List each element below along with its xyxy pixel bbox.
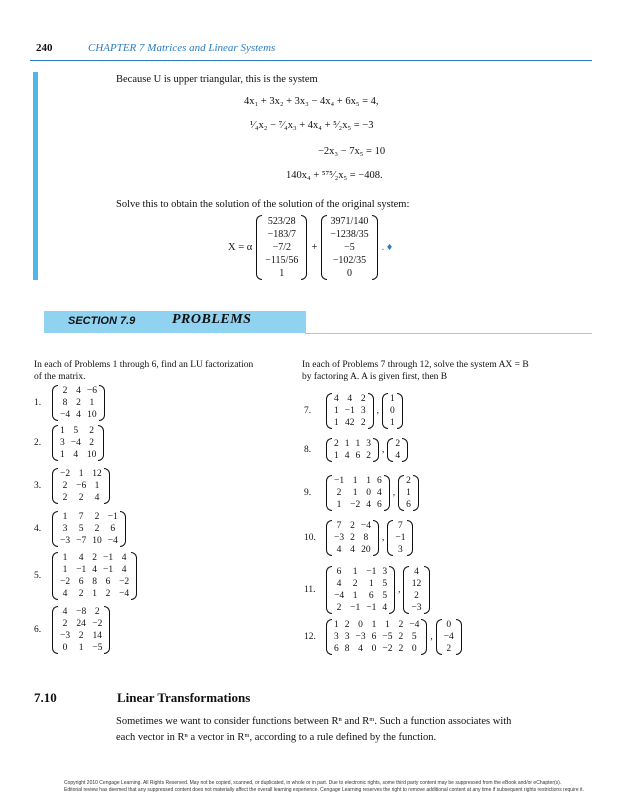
matrix-entry: −6 — [86, 386, 97, 396]
matrix-entry: −3 — [334, 533, 345, 543]
matrix-entry: −2 — [119, 577, 130, 587]
end-of-example-marker: . ♦ — [381, 242, 393, 253]
separator: , — [381, 533, 385, 543]
matrix-entry: 6 — [78, 577, 84, 587]
matrix-entry: 8 — [363, 533, 369, 543]
section-rule — [305, 333, 592, 334]
vector-b — [436, 619, 462, 655]
vector-entry: 523/28 — [267, 216, 296, 227]
matrix-entry: 2 — [62, 386, 68, 396]
matrix-entry: 4 — [414, 567, 419, 577]
next-section-title: Linear Transformations — [117, 690, 251, 705]
matrix-entry: 2 — [336, 603, 342, 613]
matrix-entry: 0 — [389, 406, 395, 416]
problem-item — [304, 619, 462, 655]
matrix-entry: 1 — [334, 620, 339, 630]
matrix-entry: −5 — [382, 632, 393, 642]
matrix-entry: 5 — [382, 591, 388, 601]
matrix-a — [52, 385, 105, 421]
left-instructions-line: In each of Problems 1 through 6, find an LU factorization — [34, 360, 254, 370]
matrix-entry: 2 — [62, 619, 68, 629]
matrix-a — [52, 552, 137, 600]
matrix-a — [326, 393, 374, 429]
matrix-entry: 10 — [86, 450, 97, 460]
matrix-entry: 1 — [355, 439, 361, 449]
matrix-entry: 1 — [344, 439, 350, 449]
matrix-entry: 1 — [352, 488, 358, 498]
matrix-entry: −1 — [350, 603, 361, 613]
chapter-title: CHAPTER 7 Matrices and Linear Systems — [88, 42, 276, 54]
matrix-entry: 4 — [336, 579, 342, 589]
right-instructions-line: In each of Problems 7 through 12, solve the system AX = B — [302, 360, 529, 370]
matrix-entry: 3 — [360, 406, 366, 416]
matrix-a — [326, 566, 395, 614]
matrix-entry: 2 — [89, 426, 94, 436]
matrix-entry: −7 — [76, 536, 87, 546]
matrix-entry: 0 — [62, 643, 68, 653]
solve-text: Solve this to obtain the solution of the solution of the original system: — [116, 199, 410, 210]
matrix-entry: 2 — [360, 394, 366, 404]
matrix-entry: 7 — [78, 512, 84, 522]
problem-number: 4. — [34, 524, 42, 534]
vector-b — [398, 475, 419, 511]
system-equation-3: −2x₃ − 7x₅ = 10 — [318, 146, 386, 157]
vector-entry: −102/35 — [332, 255, 367, 266]
matrix-entry: 1 — [60, 426, 65, 436]
problem-item — [304, 520, 413, 556]
matrix-entry: −4 — [107, 536, 118, 546]
matrix-entry: 4 — [78, 553, 84, 563]
matrix-entry: 1 — [62, 512, 68, 522]
solution-expression — [228, 215, 392, 280]
problem-item — [34, 552, 137, 600]
matrix-entry: 2 — [414, 591, 419, 601]
matrix-entry: 0 — [446, 620, 452, 630]
matrix-entry: 6 — [406, 500, 411, 510]
matrix-entry: 3 — [62, 524, 68, 534]
matrix-entry: 1 — [336, 500, 342, 510]
matrix-entry: 12 — [411, 579, 422, 589]
matrix-entry: 6 — [336, 567, 342, 577]
matrix-entry: 6 — [371, 632, 377, 642]
matrix-entry: −8 — [76, 607, 87, 617]
matrix-entry: 10 — [92, 536, 102, 546]
matrix-entry: 2 — [62, 481, 68, 491]
copyright-line-1: Copyright 2010 Cengage Learning. All Rights Reserved. May not be copied, scanned, or duplicated, in whole or in part. Due to electronic rights, some third party content may be suppressed from the eBook and/or eChapter(s). — [64, 780, 562, 786]
copyright-line-2: Editorial review has deemed that any suppressed content does not materially affect the overall learning experience. Cengage Learning reserves the right to remove additional content at any time if subsequent rights restrictions require it. — [64, 787, 584, 793]
matrix-a — [52, 511, 126, 547]
matrix-entry: 8 — [62, 398, 68, 408]
left-instructions-line: of the matrix. — [34, 372, 86, 382]
matrix-entry: 2 — [76, 398, 81, 408]
matrix-entry: −4 — [334, 591, 345, 601]
problem-item — [304, 393, 403, 429]
matrix-entry: 2 — [398, 632, 404, 642]
problem-item — [304, 566, 430, 614]
problem-number: 1. — [34, 398, 42, 408]
vector-entry: 3971/140 — [330, 216, 369, 227]
matrix-entry: 6 — [376, 500, 382, 510]
matrix-entry: −2 — [60, 469, 71, 479]
matrix-entry: 6 — [368, 591, 374, 601]
matrix-entry: 3 — [334, 632, 339, 642]
matrix-entry: −4 — [409, 620, 420, 630]
matrix-entry: 6 — [105, 577, 111, 587]
separator: , — [376, 406, 379, 416]
system-equation-4: 140x₄ + ⁵⁷⁵⁄₂x₅ = −408. — [286, 170, 383, 181]
matrix-entry: 4 — [76, 386, 81, 396]
problem-item — [304, 475, 419, 511]
matrix-entry: −4 — [360, 521, 371, 531]
matrix-entry: 7 — [336, 521, 342, 531]
matrix-entry: 1 — [406, 488, 411, 498]
matrix-entry: 4 — [76, 410, 81, 420]
matrix-entry: 5 — [411, 632, 417, 642]
matrix-entry: −3 — [411, 603, 422, 613]
matrix-entry: 0 — [371, 644, 377, 654]
matrix-entry: 6 — [110, 524, 116, 534]
matrix-entry: 3 — [382, 567, 388, 577]
separator: , — [430, 632, 433, 642]
problem-number: 8. — [304, 445, 312, 455]
problem-number: 2. — [34, 438, 42, 448]
next-section-number: 7.10 — [34, 690, 57, 705]
matrix-entry: 7 — [398, 521, 403, 531]
matrix-entry: 4 — [344, 451, 350, 461]
matrix-entry: 2 — [446, 644, 452, 654]
matrix-entry: 4 — [92, 565, 97, 575]
matrix-entry: 6 — [376, 476, 382, 486]
matrix-entry: 12 — [92, 469, 102, 479]
matrix-entry: 2 — [350, 533, 355, 543]
matrix-entry: −4 — [443, 632, 454, 642]
plus-sign: + — [311, 242, 318, 253]
separator: , — [382, 445, 385, 455]
matrix-entry: −6 — [76, 481, 87, 491]
matrix-entry: 2 — [395, 439, 401, 449]
problem-item — [34, 385, 105, 421]
matrix-entry: 6 — [355, 451, 361, 461]
matrix-entry: 4 — [334, 394, 339, 404]
matrix-entry: 2 — [406, 476, 411, 486]
matrix-entry: 0 — [358, 620, 363, 630]
matrix-entry: −1 — [344, 406, 355, 416]
problem-item — [304, 438, 408, 462]
matrix-entry: −1 — [107, 512, 118, 522]
matrix-entry: 2 — [352, 579, 358, 589]
matrix-a — [52, 468, 110, 504]
vector-entry: 1 — [279, 268, 285, 279]
matrix-entry: 2 — [94, 607, 100, 617]
vector-entry: −115/56 — [265, 255, 299, 266]
solution-vector-2 — [321, 215, 377, 280]
matrix-entry: 4 — [358, 644, 363, 654]
matrix-a — [52, 425, 104, 461]
matrix-entry: 1 — [94, 481, 100, 491]
matrix-entry: 4 — [121, 565, 127, 575]
vector-b — [387, 438, 408, 462]
matrix-entry: 1 — [368, 579, 374, 589]
matrix-a — [52, 606, 110, 654]
matrix-entry: 5 — [78, 524, 84, 534]
matrix-entry: −4 — [119, 589, 130, 599]
problem-number: 9. — [304, 488, 312, 498]
page-number: 240 — [36, 42, 53, 54]
matrix-entry: 4 — [121, 553, 127, 563]
matrix-a — [326, 619, 427, 655]
right-instructions-line: by factoring A. A is given first, then B — [302, 372, 448, 382]
matrix-entry: −2 — [92, 619, 103, 629]
matrix-entry: −3 — [60, 536, 71, 546]
system-equation-2: ¹⁄₄x₂ − ⁷⁄₄x₃ + 4x₄ + ⁵⁄₂x₅ = −3 — [250, 120, 374, 131]
matrix-entry: −1 — [334, 476, 345, 486]
matrix-a — [326, 438, 379, 462]
vector-b — [382, 393, 403, 429]
matrix-entry: 1 — [385, 620, 390, 630]
matrix-entry: 2 — [344, 620, 350, 630]
matrix-entry: 4 — [62, 607, 68, 617]
matrix-entry: 2 — [350, 521, 355, 531]
problem-number: 7. — [304, 406, 312, 416]
problem-number: 6. — [34, 625, 42, 635]
matrix-entry: −5 — [92, 643, 103, 653]
solution-lhs: X = α — [228, 242, 253, 253]
section-title: PROBLEMS — [172, 312, 252, 327]
matrix-entry: 3 — [366, 439, 371, 449]
matrix-entry: 2 — [89, 438, 94, 448]
matrix-entry: 8 — [92, 577, 97, 587]
matrix-entry: 1 — [60, 450, 65, 460]
problem-number: 12. — [304, 632, 316, 642]
matrix-entry: 2 — [334, 439, 339, 449]
matrix-entry: 1 — [89, 398, 95, 408]
matrix-entry: 4 — [62, 589, 68, 599]
matrix-entry: −4 — [70, 438, 81, 448]
matrix-entry: 3 — [398, 545, 403, 555]
matrix-entry: 4 — [336, 545, 342, 555]
problem-number: 3. — [34, 481, 42, 491]
matrix-entry: 2 — [92, 553, 97, 563]
matrix-entry: 20 — [361, 545, 371, 555]
matrix-entry: 2 — [94, 524, 100, 534]
right-instructions — [302, 359, 529, 383]
matrix-entry: 1 — [352, 476, 358, 486]
matrix-entry: 6 — [334, 644, 339, 654]
matrix-entry: 2 — [366, 451, 371, 461]
matrix-entry: 2 — [78, 589, 84, 599]
matrix-entry: 1 — [389, 418, 395, 428]
matrix-entry: 24 — [76, 619, 86, 629]
matrix-entry: −2 — [382, 644, 393, 654]
solution-vector-1 — [256, 215, 307, 280]
matrix-entry: 5 — [382, 579, 388, 589]
left-instructions — [34, 359, 253, 383]
vector-b — [387, 520, 413, 556]
matrix-entry: 2 — [105, 589, 111, 599]
matrix-entry: 3 — [60, 438, 65, 448]
matrix-entry: 4 — [376, 488, 382, 498]
matrix-entry: −3 — [60, 631, 71, 641]
matrix-entry: 1 — [62, 553, 68, 563]
matrix-entry: 1 — [334, 451, 339, 461]
vector-b — [403, 566, 429, 614]
matrix-entry: −1 — [102, 553, 114, 563]
matrix-entry: 4 — [94, 493, 100, 503]
matrix-entry: 14 — [92, 631, 103, 641]
matrix-entry: −4 — [60, 410, 71, 420]
intro-text: Because U is upper triangular, this is the system — [116, 74, 318, 85]
problem-item — [34, 468, 110, 504]
matrix-entry: −2 — [350, 500, 361, 510]
separator: , — [392, 488, 396, 498]
matrix-entry: 2 — [360, 418, 366, 428]
matrix-entry: 4 — [366, 500, 371, 510]
matrix-entry: 1 — [334, 418, 339, 428]
matrix-entry: 1 — [334, 406, 339, 416]
problem-item — [34, 606, 110, 654]
vector-entry: −183/7 — [267, 229, 296, 240]
vector-entry: −5 — [344, 242, 355, 253]
separator: , — [398, 585, 401, 595]
problem-item — [34, 511, 126, 547]
matrix-entry: 1 — [352, 591, 358, 601]
matrix-entry: 4 — [395, 451, 401, 461]
matrix-entry: −1 — [366, 603, 377, 613]
matrix-entry: −1 — [395, 533, 406, 543]
next-section-text-2: each vector in Rⁿ a vector in Rᵐ, according to a rule defined by the function. — [116, 732, 437, 743]
matrix-entry: 8 — [344, 644, 350, 654]
matrix-entry: 10 — [87, 410, 97, 420]
problem-item — [34, 425, 104, 461]
matrix-entry: 2 — [398, 644, 404, 654]
matrix-entry: 1 — [389, 394, 395, 404]
problem-number: 5. — [34, 571, 42, 581]
matrix-entry: 1 — [352, 567, 358, 577]
system-equation-1: 4x₁ + 3x₂ + 3x₃ − 4x₄ + 6x₅ = 4, — [244, 96, 379, 107]
example-margin-bar — [33, 72, 38, 280]
matrix-entry: 2 — [62, 493, 68, 503]
matrix-entry: −1 — [366, 567, 377, 577]
matrix-entry: 5 — [73, 426, 79, 436]
matrix-entry: 1 — [366, 476, 371, 486]
matrix-entry: 2 — [78, 631, 84, 641]
problem-number: 10. — [304, 533, 316, 543]
vector-entry: −1238/35 — [330, 229, 369, 240]
matrix-a — [326, 520, 379, 556]
matrix-entry: −1 — [102, 565, 114, 575]
matrix-entry: 4 — [350, 545, 355, 555]
section-label: SECTION 7.9 — [68, 315, 136, 327]
vector-entry: 0 — [346, 268, 352, 279]
matrix-entry: −1 — [76, 565, 87, 575]
matrix-entry: 2 — [336, 488, 342, 498]
matrix-entry: 1 — [371, 620, 377, 630]
matrix-entry: 42 — [345, 418, 355, 428]
matrix-a — [326, 475, 390, 511]
matrix-entry: 1 — [78, 643, 84, 653]
problem-number: 11. — [304, 585, 316, 595]
matrix-entry: 2 — [398, 620, 404, 630]
matrix-entry: 0 — [411, 644, 417, 654]
header-rule — [30, 60, 592, 61]
matrix-entry: 2 — [94, 512, 100, 522]
next-section-text-1: Sometimes we want to consider functions between Rⁿ and Rᵐ. Such a function associates with — [116, 716, 512, 727]
matrix-entry: 4 — [382, 603, 388, 613]
vector-entry: −7/2 — [272, 242, 291, 253]
matrix-entry: −2 — [60, 577, 71, 587]
matrix-entry: 4 — [73, 450, 79, 460]
matrix-entry: 4 — [347, 394, 353, 404]
matrix-entry: 1 — [92, 589, 97, 599]
matrix-entry: 1 — [78, 469, 84, 479]
matrix-entry: 2 — [78, 493, 84, 503]
matrix-entry: −3 — [355, 632, 366, 642]
matrix-entry: 3 — [344, 632, 350, 642]
matrix-entry: 0 — [366, 488, 371, 498]
matrix-entry: 1 — [62, 565, 68, 575]
